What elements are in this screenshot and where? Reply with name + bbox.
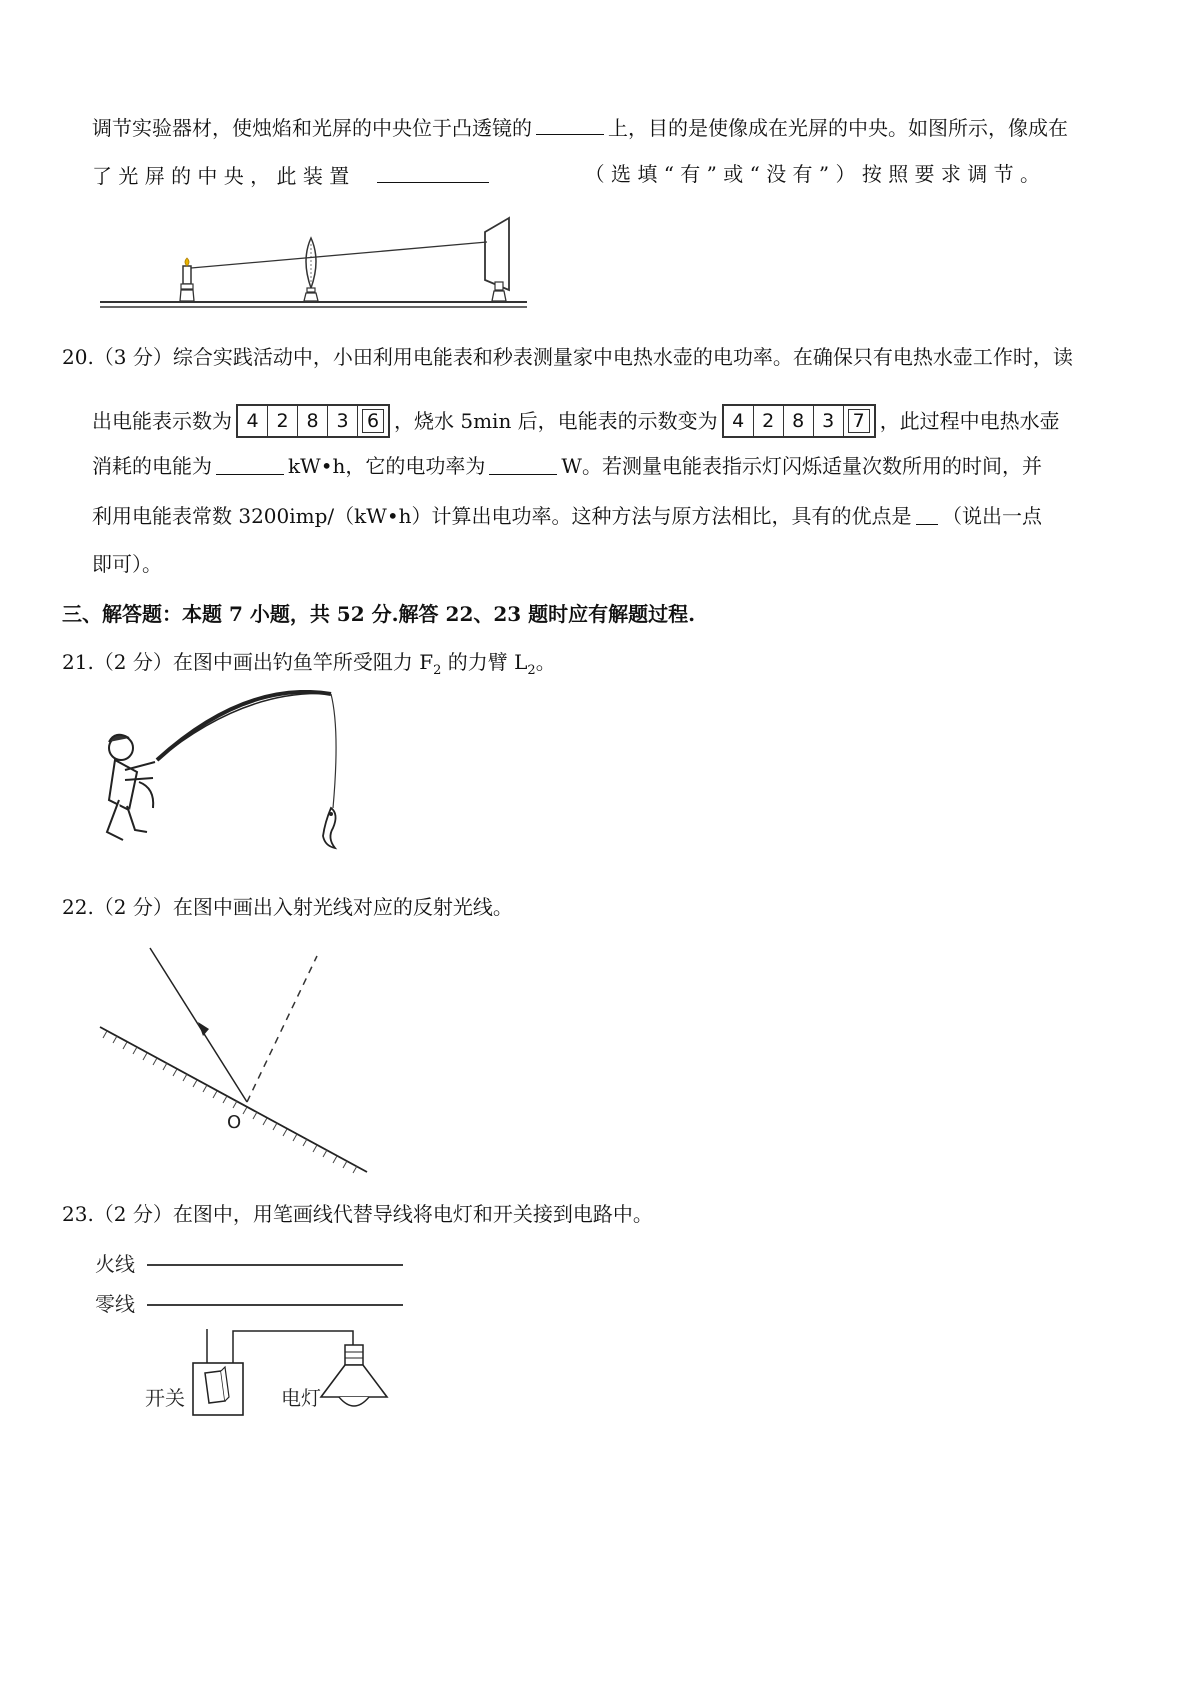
- meter2-digit: 3: [814, 406, 844, 436]
- q20-line4: [92, 502, 1042, 530]
- q20-text-3a: 消耗的电能为: [92, 454, 212, 478]
- q19-text-2b: （ 选 填 “ 有 ” 或 “ 没 有 ” ） 按 照 要 求 调 节 。: [584, 162, 1040, 186]
- q19-text-1a: 调节实验器材，使烛焰和光屏的中央位于凸透镜的: [92, 116, 532, 140]
- point-o-label: O: [227, 1112, 242, 1133]
- meter1-digit: 2: [268, 406, 298, 436]
- q20-text-3b: kW•h，它的电功率为: [288, 454, 486, 478]
- fish-icon: [323, 808, 336, 848]
- section-heading: 三、解答题：本题 7 小题，共 52 分.解答 22、23 题时应有解题过程.: [62, 602, 696, 626]
- q20-line3: [92, 452, 1042, 480]
- circuit-figure: [95, 1245, 415, 1445]
- q19-text-2a: 了 光 屏 的 中 央 ， 此 装 置: [92, 164, 350, 188]
- q20-text-3c: W。若测量电能表指示灯闪烁适量次数所用的时间，并: [561, 454, 1042, 478]
- meter2-digit: 8: [784, 406, 814, 436]
- lamp-icon: [321, 1345, 387, 1406]
- meter1-digit: 4: [238, 406, 268, 436]
- meter-reading-after: [722, 404, 876, 438]
- q19-text-1b: 上，目的是使像成在光屏的中央。如图所示，像成在: [608, 116, 1068, 140]
- meter2-digit: 4: [724, 406, 754, 436]
- meter2-decimal-digit: 7: [844, 406, 874, 436]
- q20-text-2b: ，烧水 5min 后，电能表的示数变为: [394, 409, 718, 433]
- q20-line2: [92, 404, 1060, 438]
- q20-text-4b: （说出一点: [942, 504, 1042, 528]
- switch-icon: [193, 1329, 243, 1415]
- meter1-digit: 8: [298, 406, 328, 436]
- candle-icon: [180, 258, 194, 301]
- q19-blank-2[interactable]: [377, 160, 489, 183]
- reflection-figure: [95, 940, 385, 1180]
- q23-text: 23.（2 分）在图中，用笔画线代替导线将电灯和开关接到电路中。: [62, 1202, 653, 1226]
- lamp-label: 电灯: [281, 1386, 321, 1410]
- q19-blank-1[interactable]: [536, 112, 604, 135]
- neutral-wire-label: 零线: [95, 1292, 135, 1316]
- fishing-rod-figure: [95, 690, 375, 865]
- q20-line1: 20.（3 分）综合实践活动中，小田利用电能表和秒表测量家中电热水壶的电功率。在确保只有电热水壶工作时，读: [62, 345, 1073, 369]
- q19-line1: [92, 112, 1068, 142]
- q20-blank-advantage[interactable]: [916, 502, 938, 525]
- q20-blank-power[interactable]: [489, 452, 557, 475]
- q22-text: 22.（2 分）在图中画出入射光线对应的反射光线。: [62, 895, 513, 919]
- switch-label: 开关: [145, 1386, 185, 1410]
- live-wire-label: 火线: [95, 1252, 135, 1276]
- q19-line2: [92, 160, 1040, 190]
- q20-blank-energy[interactable]: [216, 452, 284, 475]
- q20-text-2a: 出电能表示数为: [92, 409, 232, 433]
- q20-text-4a: 利用电能表常数 3200imp/（kW•h）计算出电功率。这种方法与原方法相比，具有的优点是: [92, 504, 912, 528]
- meter1-digit: 3: [328, 406, 358, 436]
- arrow-icon: [198, 1022, 209, 1036]
- convex-lens-icon: [304, 238, 318, 301]
- q20-text-2c: ，此过程中电热水壶: [879, 409, 1060, 433]
- q21-text: 21.（2 分）在图中画出钓鱼竿所受阻力 $F_2$ 的力臂 $L_2$。: [62, 650, 556, 678]
- q20-line5: 即可）。: [92, 552, 162, 576]
- optical-bench-figure: [95, 210, 535, 315]
- meter1-decimal-digit: 6: [358, 406, 388, 436]
- fisherman-icon: [107, 735, 155, 840]
- light-screen-icon: [485, 218, 509, 301]
- meter2-digit: 2: [754, 406, 784, 436]
- meter-reading-before: [236, 404, 390, 438]
